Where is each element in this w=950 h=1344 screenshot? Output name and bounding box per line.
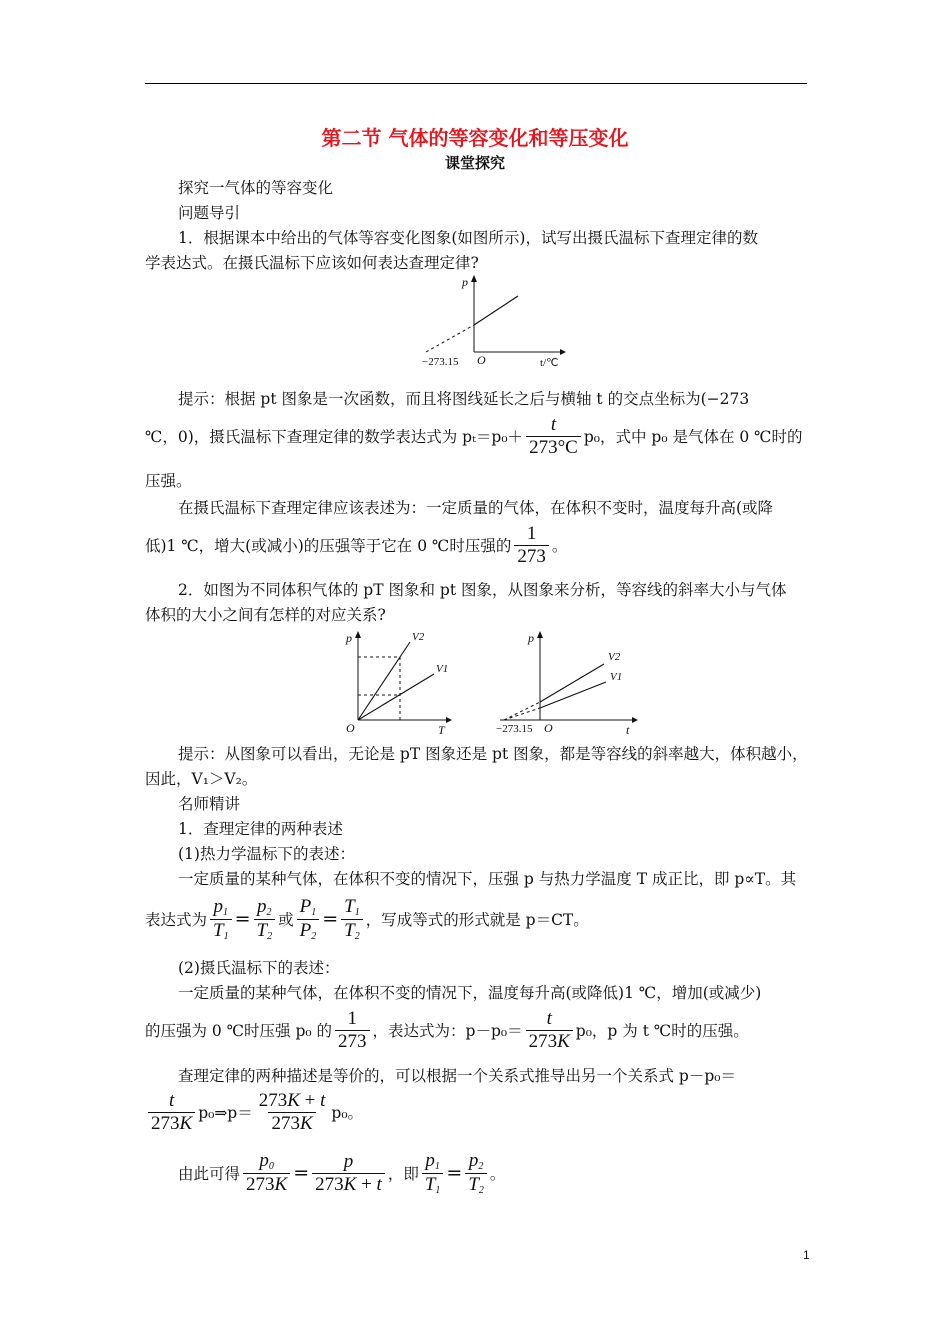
header-rule	[145, 83, 807, 84]
fraction-denominator: 273°C	[526, 436, 581, 459]
sub-1-text: 一定质量的某种气体，在体积不变的情况下，压强 p 与热力学温度 T 成正比，即 p∝T。其	[178, 870, 797, 888]
fraction-numerator: t	[550, 414, 557, 435]
fig1-origin: O	[477, 353, 486, 367]
fig2-left-x-label: T	[438, 723, 445, 737]
hint-1-text-c: 低)1 ℃，增大(或减小)的压强等于它在 0 ℃时压强的	[145, 537, 512, 556]
fraction-p0-over-273k	[243, 1150, 290, 1195]
fig2-left-origin: O	[346, 721, 355, 735]
expr-or: 或	[278, 911, 294, 929]
expr-middle: ，表达式为：p－p₀＝	[372, 1022, 523, 1041]
fraction-numerator: $p_2$	[468, 1150, 484, 1172]
fig2-left-series-v1: V1	[436, 663, 449, 675]
fraction-numerator: $p_1$	[213, 896, 229, 918]
hint-2-line-2: 因此，V₁＞V₂。	[145, 770, 258, 788]
fraction-numerator: $T_1$	[344, 896, 360, 918]
fraction-denominator: 273K + t	[312, 1173, 385, 1196]
hint-1-text-a: ℃，0)，摄氏温标下查理定律的数学表达式为 pₜ＝p₀＋	[145, 428, 524, 447]
figure-pt-graph	[420, 272, 570, 372]
fraction-numerator: $p_2$	[257, 896, 272, 918]
sub-2-heading: (2)摄氏温标下的表述：	[178, 959, 340, 977]
fraction-numerator: 1	[526, 523, 537, 544]
fraction-numerator: $p_1$	[425, 1150, 440, 1172]
fraction-numerator: 273K + t	[258, 1090, 326, 1111]
fig2-right-series-v2: V2	[608, 651, 621, 663]
fraction-1-over-273	[335, 1008, 370, 1053]
hint-2-line-1: 提示：从图象可以看出，无论是 pT 图象还是 pt 图象，都是等容线的斜率越大，体积越小，	[178, 745, 808, 763]
fig2-right-intercept: −273.15	[496, 723, 533, 735]
fraction-denominator: 273K	[148, 1112, 195, 1135]
fraction-denominator: $P_2$	[297, 919, 320, 943]
page-title: 第二节 气体的等容变化和等压变化	[321, 126, 629, 150]
question-2-line-2: 体积的大小之间有怎样的对应关系?	[145, 606, 386, 624]
hint-1-text-b: p₀，式中 p₀ 是气体在 0 ℃时的	[583, 428, 803, 447]
fig1-intercept: −273.15	[422, 356, 459, 368]
hint-1-line-3: 压强。	[145, 472, 192, 490]
hint-1-line-1: 提示：根据 pt 图象是一次函数，而且将图线延长之后与横轴 t 的交点坐标为(−273	[178, 390, 750, 408]
fraction-P1-P2	[297, 896, 320, 942]
fraction-p2-T2	[254, 896, 276, 942]
page-number: 1	[803, 1248, 810, 1262]
fraction-numerator: t	[546, 1008, 552, 1029]
fraction-p1-T1	[210, 896, 232, 942]
figure-pT-graph	[338, 624, 458, 740]
expr-label: 表达式为	[145, 911, 208, 929]
sub-1-heading: (1)热力学温标下的表述：	[178, 845, 355, 863]
expr-tail: p₀，p 为 t ℃时的压强。	[575, 1022, 749, 1041]
fig2-right-origin: O	[544, 721, 553, 735]
equiv-text-b: p₀。	[331, 1104, 364, 1123]
fraction-denominator: $T_1$	[210, 919, 232, 943]
derive-text-a: 由此可得	[178, 1165, 241, 1183]
fraction-denominator: 273K	[243, 1173, 290, 1196]
equals-sign: =	[293, 1162, 310, 1184]
derive-text-c: 。	[489, 1165, 506, 1183]
fraction-denominator: 273K	[526, 1030, 573, 1053]
fig1-y-label: p	[462, 275, 468, 289]
question-2-line-1: 2．如图为不同体积气体的 pT 图象和 pt 图象，从图象来分析，等容线的斜率大小与气体	[178, 581, 787, 599]
fraction-denominator: $T_2$	[254, 919, 276, 943]
hint-1-line-2	[145, 414, 803, 459]
fraction-denominator: 273K	[268, 1112, 315, 1135]
fraction-p1-T1	[422, 1150, 444, 1196]
hint-1-line-4: 在摄氏温标下查理定律应该表述为：一定质量的气体，在体积不变时，温度每升高(或降	[178, 499, 774, 517]
fraction-denominator: 273	[335, 1030, 370, 1053]
fraction-t-over-273k	[148, 1090, 195, 1135]
fraction-t-over-273k	[526, 1008, 573, 1053]
fraction-denominator: $T_1$	[422, 1173, 444, 1197]
equals-sign: =	[322, 908, 339, 930]
sub-1-expression	[145, 896, 589, 942]
page-subtitle: 课堂探究	[444, 154, 505, 172]
section-heading: 探究一气体的等容变化	[178, 179, 334, 197]
fraction-p2-T2	[465, 1150, 487, 1196]
fraction-273k-plus-t-over-273k	[256, 1090, 329, 1135]
sub-2-text: 一定质量的某种气体，在体积不变的情况下，温度每升高(或降低)1 ℃，增加(或减少)	[178, 984, 762, 1002]
fraction-p-over-273k-plus-t	[312, 1151, 385, 1196]
point-1-heading: 1．查理定律的两种表述	[178, 820, 343, 838]
derive-text-b: ，即	[387, 1165, 419, 1183]
sub-2-expression	[145, 1008, 749, 1053]
guide-heading: 问题导引	[178, 204, 241, 222]
fraction-numerator: $P_1$	[299, 896, 317, 918]
hint-1-text-d: 。	[551, 537, 568, 556]
teacher-heading: 名师精讲	[178, 795, 241, 813]
fraction-denominator: 273	[514, 545, 549, 568]
fig2-right-series-v1: V1	[610, 671, 623, 683]
fraction-numerator: t	[168, 1090, 175, 1111]
equals-sign: =	[446, 1162, 463, 1184]
fraction-1-over-273	[514, 523, 549, 568]
expr-label: 的压强为 0 ℃时压强 p₀ 的	[145, 1022, 333, 1041]
fraction-denominator: $T_2$	[465, 1173, 487, 1197]
question-1-line-2: 学表达式。在摄氏温标下应该如何表达查理定律?	[145, 254, 479, 272]
fraction-t-over-273c	[526, 414, 581, 459]
fig2-right-y-label: p	[528, 631, 534, 645]
figure-pt-graph-2	[494, 624, 644, 740]
fraction-numerator: p	[343, 1150, 354, 1172]
expr-tail: ，写成等式的形式就是 p＝CT。	[365, 911, 589, 929]
question-1-line-1: 1．根据课本中给出的气体等容变化图象(如图所示)，试写出摄氏温标下查理定律的数	[178, 229, 758, 247]
fraction-numerator: $p_0$	[259, 1150, 274, 1173]
fraction-numerator: 1	[347, 1008, 358, 1029]
equiv-line-1: 查理定律的两种描述是等价的，可以根据一个关系式推导出另一个关系式 p－p₀＝	[178, 1067, 736, 1085]
fraction-T1-T2	[341, 896, 363, 942]
equiv-text-a: p₀⇒p＝	[198, 1104, 253, 1123]
fig2-left-series-v2: V2	[412, 631, 425, 643]
equiv-line-2	[145, 1090, 363, 1135]
fig1-x-label: t/℃	[540, 357, 559, 369]
fig2-left-y-label: p	[346, 631, 352, 645]
fig2-right-x-label: t	[626, 723, 630, 737]
hint-1-line-5	[145, 523, 567, 568]
fraction-denominator: $T_2$	[341, 919, 363, 943]
derivation-line	[178, 1150, 505, 1196]
equals-sign: =	[234, 908, 251, 930]
